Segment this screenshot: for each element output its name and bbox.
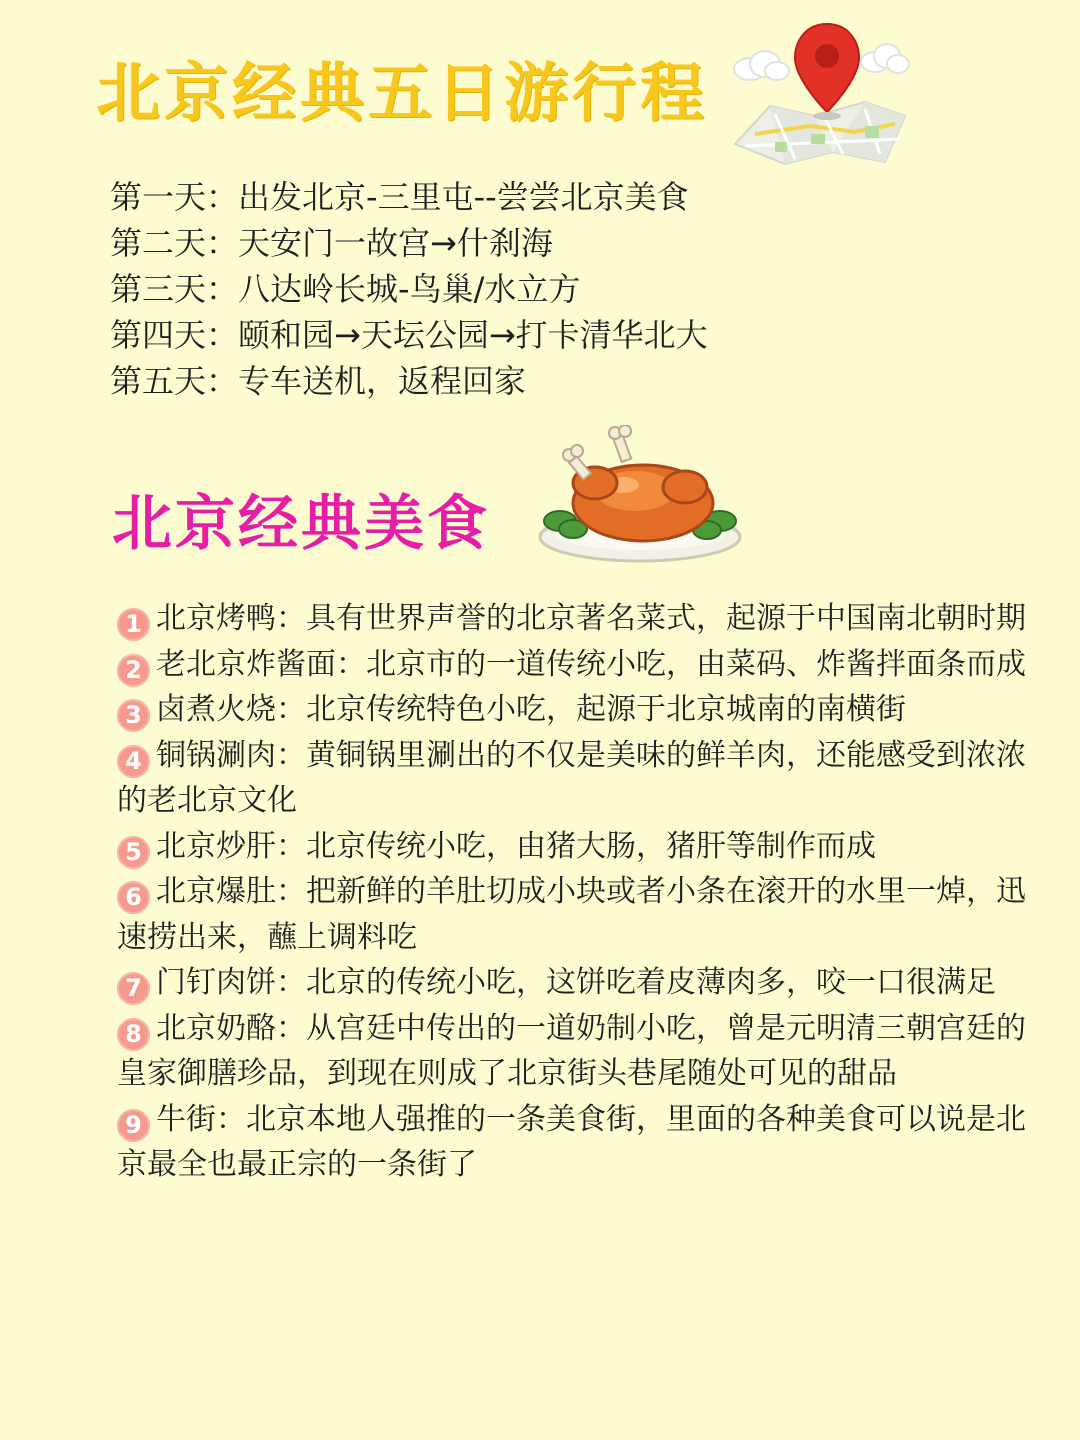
day-label: 第五天： [110,362,239,400]
food-name: 北京奶酪 [156,1010,276,1046]
food-desc: ：北京市的一道传统小吃，由菜码、炸酱拌面条而成 [336,646,1026,682]
itinerary-day [110,266,708,312]
food-item [117,824,1032,870]
food-name: 铜锅涮肉 [156,737,276,773]
food-item [117,596,1032,642]
food-item [117,642,1032,688]
number-badge-icon: 8 [117,1018,150,1051]
number-badge-icon: 6 [117,881,150,914]
number-badge-icon: 1 [117,608,150,641]
food-desc: ：具有世界声誉的北京著名菜式，起源于中国南北朝时期 [276,601,1026,636]
itinerary-day [110,312,708,358]
food-desc: ：把新鲜的羊肚切成小块或者小条在滚开的水里一焯，迅速捞出来，蘸上调料吃 [117,874,1026,955]
itinerary-title: 北京经典五日游行程 [96,57,708,131]
food-name: 牛街 [156,1101,216,1137]
food-desc: ：从宫廷中传出的一道奶制小吃，曾是元明清三朝宫廷的皇家御膳珍品，到现在则成了北京街头巷尾随处可见的甜品 [117,1010,1026,1091]
number-badge-icon: 5 [117,836,150,869]
food-title: 北京经典美食 [112,489,490,559]
food-item [117,960,1032,1006]
food-list [117,596,1032,1188]
number-badge-icon: 2 [117,654,150,687]
day-label: 第二天： [110,224,239,262]
itinerary-day [110,220,708,266]
food-name: 门钉肉饼 [156,965,276,1000]
day-label: 第一天： [110,178,239,216]
food-desc: ：北京传统小吃，由猪大肠，猪肝等制作而成 [276,828,876,864]
food-name: 老北京炸酱面 [156,646,336,682]
number-badge-icon: 3 [117,699,150,732]
number-badge-icon: 7 [117,972,150,1005]
itinerary-day [110,358,708,404]
food-item [117,733,1032,824]
day-text: 专车送机，返程回家 [238,362,527,400]
food-name: 北京炒肝 [156,828,276,864]
day-label: 第三天： [110,270,239,308]
food-item [117,869,1032,960]
number-badge-icon: 4 [117,745,150,778]
day-text: 颐和园→天坛公园→打卡清华北大 [238,316,708,354]
food-item [117,1006,1032,1097]
food-name: 卤煮火烧 [156,692,276,727]
food-item [117,1097,1032,1188]
itinerary-day [110,174,708,220]
day-text: 八达岭长城-鸟巢/水立方 [238,270,581,308]
roast-chicken-icon [535,425,750,565]
day-text: 天安门一故宫→什刹海 [238,224,553,262]
food-desc: ：北京传统特色小吃，起源于北京城南的南横街 [276,692,906,727]
day-label: 第四天： [110,316,239,354]
food-desc: ：北京的传统小吃，这饼吃着皮薄肉多，咬一口很满足 [276,965,996,1000]
map-pin-icon [715,14,915,174]
food-name: 北京爆肚 [156,874,276,909]
day-text: 出发北京-三里屯--尝尝北京美食 [238,178,689,216]
food-name: 北京烤鸭 [156,601,276,636]
food-item [117,687,1032,733]
food-desc: ：北京本地人强推的一条美食街，里面的各种美食可以说是北京最全也最正宗的一条街了 [117,1101,1026,1182]
food-desc: ：黄铜锅里涮出的不仅是美味的鲜羊肉，还能感受到浓浓的老北京文化 [117,737,1026,818]
number-badge-icon: 9 [117,1109,150,1142]
itinerary-list [110,174,708,404]
